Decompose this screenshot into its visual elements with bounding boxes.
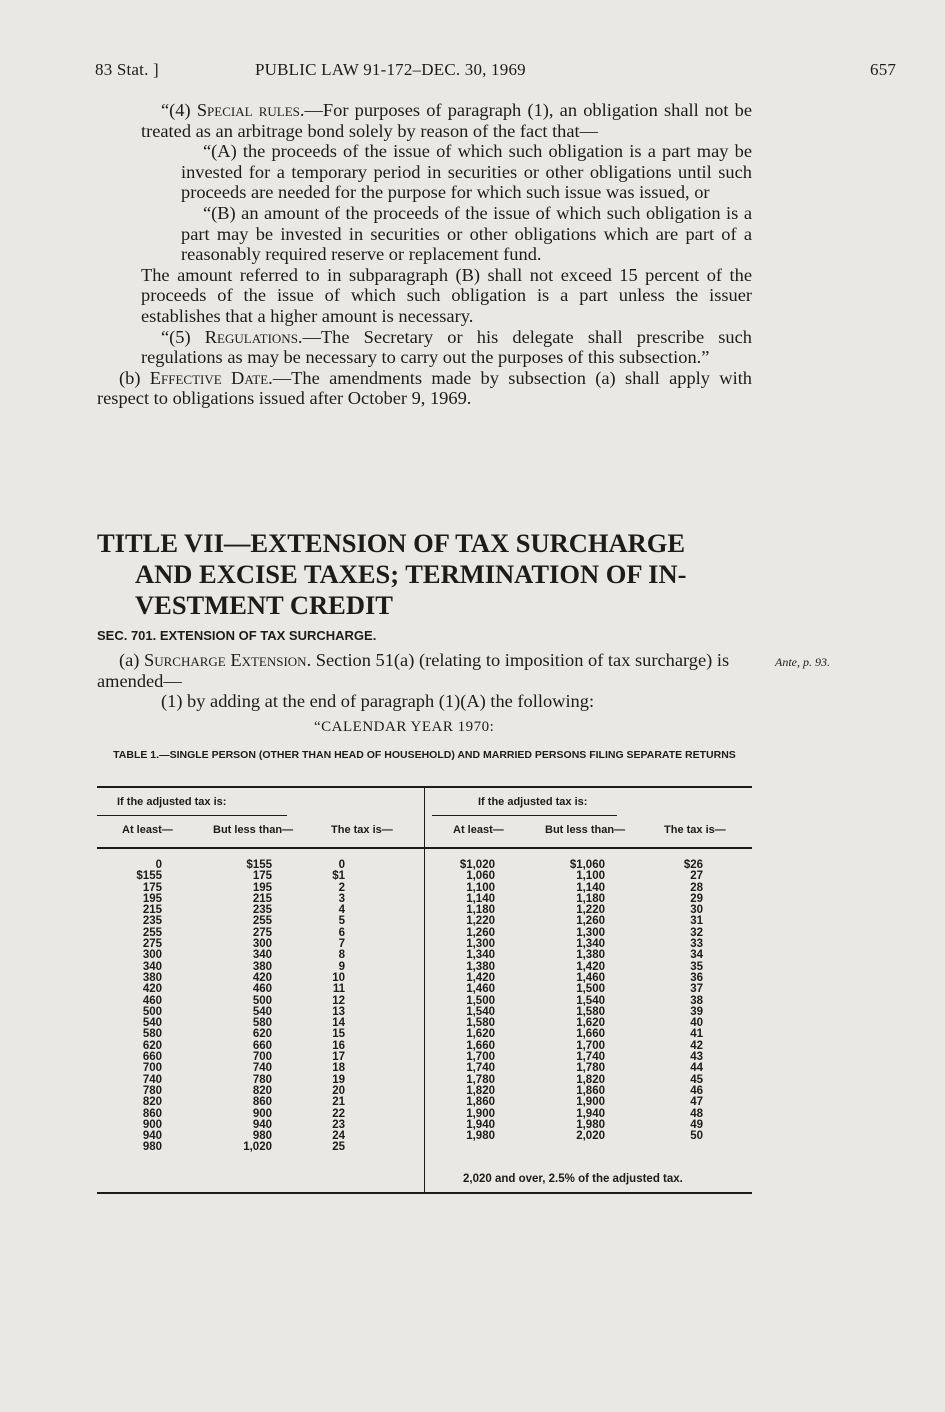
table-cell: 1,140 [576, 881, 605, 894]
group-underline-left [97, 815, 287, 816]
table-cell: 1,860 [466, 1096, 495, 1109]
table-cell: 460 [142, 994, 162, 1007]
table-cell: 460 [252, 983, 272, 996]
table-cell: 0 [155, 859, 162, 871]
effective-date: (b) Effective Date.—The amendments made by subsection (a) shall apply with respect to obligations issued after October 9, 1969. [97, 367, 752, 409]
calendar-year-label: “CALENDAR YEAR 1970: [314, 719, 495, 735]
table-cell: 940 [252, 1118, 272, 1131]
table-cell: 780 [142, 1084, 162, 1097]
table-cell: 1,260 [466, 926, 495, 939]
table-cell: 22 [332, 1107, 345, 1120]
table-cell: 1,180 [576, 892, 605, 905]
table-cell: 1,220 [576, 904, 605, 917]
table-cell: 32 [690, 926, 703, 939]
table-cell: 215 [252, 892, 272, 905]
table-cell: 47 [690, 1096, 703, 1109]
table-cell: 37 [690, 983, 703, 996]
effective-date-heading: Effective Date. [149, 367, 273, 388]
table-cell: 42 [690, 1039, 703, 1052]
table-cell: 1,020 [243, 1141, 272, 1154]
table-cell: 23 [332, 1118, 345, 1131]
table-cell: 44 [690, 1062, 703, 1075]
table-cell: 1,860 [576, 1084, 605, 1097]
section-body [97, 650, 752, 712]
table-cell: 1,780 [466, 1073, 495, 1086]
table-bottom-rule [97, 1192, 752, 1194]
table-cell: 5 [338, 915, 345, 928]
table-cell: 1,820 [466, 1084, 495, 1097]
table-cell: 1,580 [576, 1005, 605, 1018]
column-tax-left [320, 860, 345, 1154]
table-cell: 540 [142, 1017, 162, 1030]
table-cell: 1,180 [466, 904, 495, 917]
table-cell: 1,340 [576, 938, 605, 951]
table-cell: 700 [252, 1051, 272, 1064]
table-cell: 1,540 [576, 994, 605, 1007]
paragraph-4: “(4) Special rules.—For purposes of paragraph (1), an obligation shall not be treated as an arbitrage bond solely by reason of the fact that— [141, 100, 752, 141]
table-cell: 255 [252, 915, 272, 928]
group-label-right: If the adjusted tax is: [478, 796, 588, 808]
table-cell: 1,140 [466, 892, 495, 905]
table-cell: 380 [142, 971, 162, 984]
table-cell: 620 [252, 1028, 272, 1041]
margin-note: Ante, p. 93. [775, 655, 830, 669]
table-cell: 275 [142, 938, 162, 951]
table-cell: 12 [332, 994, 345, 1007]
table-cell: 9 [338, 960, 345, 973]
table-cell: 46 [690, 1084, 703, 1097]
table-cell: 16 [332, 1039, 345, 1052]
table-cell: $26 [683, 859, 703, 871]
header-less-than-left: But less than— [213, 824, 294, 836]
table-cell: 500 [142, 1005, 162, 1018]
table-cell: 1,940 [466, 1118, 495, 1131]
column-at-least-left [117, 860, 162, 1154]
table-cell: 700 [142, 1062, 162, 1075]
table-cell: 1,300 [466, 938, 495, 951]
table-cell: 1,900 [466, 1107, 495, 1120]
table-cell: 275 [252, 926, 272, 939]
table-cell: 1,980 [576, 1118, 605, 1131]
group-underline-right [432, 815, 617, 816]
table-cell: 500 [252, 994, 272, 1007]
table-cell: 41 [690, 1028, 703, 1041]
subsection-a: (a) Surcharge Extension. Section 51(a) (relating to imposition of tax surcharge) is amended— [97, 650, 730, 691]
table-cell: 540 [252, 1005, 272, 1018]
table-cell: 820 [142, 1096, 162, 1109]
table-cell: 1,820 [576, 1073, 605, 1086]
table-cell: 25 [332, 1141, 345, 1154]
table-cell: 31 [690, 915, 703, 928]
table-cell: 660 [252, 1039, 272, 1052]
table-cell: 1,460 [466, 983, 495, 996]
table-cell: $1,060 [569, 859, 605, 871]
table-cell: 19 [332, 1073, 345, 1086]
table-cell: 35 [690, 960, 703, 973]
table-cell: 380 [252, 960, 272, 973]
table-cell: $1,020 [459, 859, 495, 871]
table-cell: 1,100 [466, 881, 495, 894]
table-cell: 860 [252, 1096, 272, 1109]
column-less-than-right [565, 860, 605, 1142]
table-cell: 660 [142, 1051, 162, 1064]
table-cell: 900 [142, 1118, 162, 1131]
section-heading: SEC. 701. EXTENSION OF TAX SURCHARGE. [97, 628, 377, 643]
table-cell: $155 [246, 859, 272, 871]
table-cell: 0 [338, 859, 345, 871]
header-tax-left: The tax is— [331, 824, 393, 836]
table-cell: 7 [338, 938, 345, 951]
table-cell: 1,660 [576, 1028, 605, 1041]
table-cell: 820 [252, 1084, 272, 1097]
table-cell: 1,700 [576, 1039, 605, 1052]
table-cell: 620 [142, 1039, 162, 1052]
table-cell: 1,620 [576, 1017, 605, 1030]
table-cell: $1 [332, 870, 345, 883]
table-cell: 175 [252, 870, 272, 883]
table-cell: 6 [338, 926, 345, 939]
closing-sentence: The amount referred to in subparagraph (B) shall not exceed 15 percent of the proceeds of the issue of which such obligation is a part unless the issuer establishes that a higher amount is necessary. [141, 264, 752, 326]
table-cell: 1,740 [576, 1051, 605, 1064]
table-cell: 1,940 [576, 1107, 605, 1120]
body-text [97, 100, 752, 409]
table-cell: 8 [338, 949, 345, 962]
table-cell: 780 [252, 1073, 272, 1086]
title-line-3: VESTMENT CREDIT [135, 590, 393, 620]
column-tax-right [678, 860, 703, 1142]
table-cell: 195 [252, 881, 272, 894]
page-number: 657 [870, 60, 897, 79]
table-cell: 21 [332, 1096, 345, 1109]
header-tax-right: The tax is— [664, 824, 726, 836]
table-cell: 29 [690, 892, 703, 905]
table-cell: 14 [332, 1017, 345, 1030]
table-cell: 1,700 [466, 1051, 495, 1064]
table-cell: 40 [690, 1017, 703, 1030]
running-header: PUBLIC LAW 91-172–DEC. 30, 1969 [255, 60, 526, 79]
table-cell: 10 [332, 971, 345, 984]
table-cell: 11 [332, 983, 345, 996]
table-cell: 1,500 [576, 983, 605, 996]
table-cell: 43 [690, 1051, 703, 1064]
title-heading [97, 528, 757, 621]
group-label-left: If the adjusted tax is: [117, 796, 227, 808]
table-cell: 1,980 [466, 1130, 495, 1143]
table-cell: 420 [142, 983, 162, 996]
table-cell: 420 [252, 971, 272, 984]
table-cell: 580 [252, 1017, 272, 1030]
table-cell: 45 [690, 1073, 703, 1086]
table-cell: 740 [252, 1062, 272, 1075]
table-cell: 15 [332, 1028, 345, 1041]
subparagraph-b: “(B) an amount of the proceeds of the issue of which such obligation is a part may be invested in securities or other obligations which are part of a reasonably required reserve or replacement fund. [181, 202, 752, 265]
table-cell: 1,100 [576, 870, 605, 883]
title-line-1: TITLE VII—EXTENSION OF TAX SURCHARGE [97, 528, 686, 558]
table-cell: 195 [142, 892, 162, 905]
table-cell: 1,660 [466, 1039, 495, 1052]
table-cell: 17 [332, 1051, 345, 1064]
header-bottom-rule [97, 847, 752, 849]
table-cell: 1,460 [576, 971, 605, 984]
table-cell: 340 [252, 949, 272, 962]
table-cell: 30 [690, 904, 703, 917]
table-cell: 580 [142, 1028, 162, 1041]
table-cell: 4 [338, 904, 345, 917]
table-cell: 740 [142, 1073, 162, 1086]
header-less-than-right: But less than— [545, 824, 626, 836]
table-cell: 235 [142, 915, 162, 928]
table-cell: 1,580 [466, 1017, 495, 1030]
table-cell: 255 [142, 926, 162, 939]
table-cell: 38 [690, 994, 703, 1007]
table-cell: 1,260 [576, 915, 605, 928]
paragraph-4-heading: Special rules. [196, 100, 305, 120]
table-cell: 20 [332, 1084, 345, 1097]
table-cell: 1,300 [576, 926, 605, 939]
table-cell: 340 [142, 960, 162, 973]
subsection-a-heading: Surcharge Extension. [144, 650, 312, 670]
table-cell: 1,420 [576, 960, 605, 973]
table-cell: 1,540 [466, 1005, 495, 1018]
table-cell: 1,060 [466, 870, 495, 883]
table-cell: 1,420 [466, 971, 495, 984]
table-caption: TABLE 1.—SINGLE PERSON (OTHER THAN HEAD OF HOUSEHOLD) AND MARRIED PERSONS FILING SEPARATE RETURNS [113, 749, 736, 761]
table-cell: 300 [142, 949, 162, 962]
table-cell: 1,380 [576, 949, 605, 962]
table-cell: 980 [252, 1130, 272, 1143]
table-cell: 1,380 [466, 960, 495, 973]
table-cell: 1,340 [466, 949, 495, 962]
statute-reference: 83 Stat. ] [95, 60, 159, 79]
table-cell: $155 [136, 870, 162, 883]
table-cell: 50 [690, 1130, 703, 1143]
paragraph-5: “(5) Regulations.—The Secretary or his delegate shall prescribe such regulations as may be necessary to carry out the purposes of this subsection.” [141, 326, 752, 368]
header-at-least-left: At least— [122, 824, 173, 836]
table-cell: 980 [142, 1141, 162, 1154]
item-1: (1) by adding at the end of paragraph (1)(A) the following: [161, 691, 595, 712]
table-cell: 1,780 [576, 1062, 605, 1075]
table-cell: 28 [690, 881, 703, 894]
column-less-than-left [232, 860, 272, 1154]
table-cell: 1,220 [466, 915, 495, 928]
title-line-2: AND EXCISE TAXES; TERMINATION OF IN- [135, 559, 687, 589]
table-cell: 215 [142, 904, 162, 917]
table-cell: 27 [690, 870, 703, 883]
table-cell: 1,500 [466, 994, 495, 1007]
overflow-row: 2,020 and over, 2.5% of the adjusted tax. [463, 1173, 683, 1185]
table-cell: 900 [252, 1107, 272, 1120]
table-cell: 1,900 [576, 1096, 605, 1109]
table-cell: 36 [690, 971, 703, 984]
table-cell: 175 [142, 881, 162, 894]
table-cell: 860 [142, 1107, 162, 1120]
table-cell: 24 [332, 1130, 345, 1143]
subparagraph-a: “(A) the proceeds of the issue of which such obligation is a part may be invested for a temporary period in securities or other obligations until such proceeds are needed for the purpose for which such issue was issued, or [181, 141, 752, 203]
table-cell: 48 [690, 1107, 703, 1120]
table-cell: 235 [252, 904, 272, 917]
paragraph-5-heading: Regulations. [204, 326, 303, 347]
header-at-least-right: At least— [453, 824, 504, 836]
table-cell: 18 [332, 1062, 345, 1075]
table-cell: 49 [690, 1118, 703, 1131]
bleed-through-mark [590, 62, 595, 83]
table-cell: 34 [690, 949, 703, 962]
column-at-least-right [455, 860, 495, 1142]
table-cell: 13 [332, 1005, 345, 1018]
table-cell: 3 [338, 892, 345, 905]
table-cell: 2 [338, 881, 345, 894]
table-cell: 1,740 [466, 1062, 495, 1075]
table-cell: 39 [690, 1005, 703, 1018]
table-cell: 1,620 [466, 1028, 495, 1041]
table-cell: 940 [142, 1130, 162, 1143]
table-cell: 300 [252, 938, 272, 951]
table-cell: 2,020 [576, 1130, 605, 1143]
table-cell: 33 [690, 938, 703, 951]
